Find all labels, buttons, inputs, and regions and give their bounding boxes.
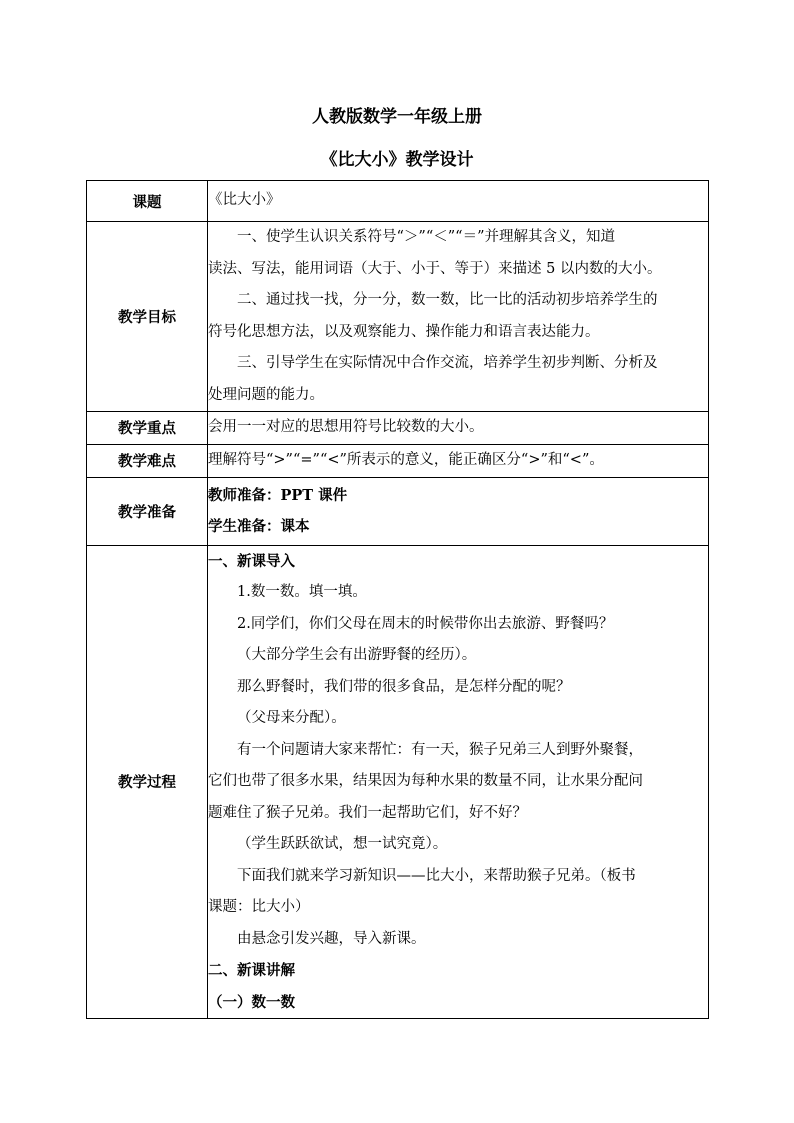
- objectives-line: 二、通过找一找，分一分，数一数，比一比的活动初步培养学生的: [237, 292, 658, 308]
- preparation-label: 教学准备: [87, 477, 208, 545]
- lesson-plan-table: [86, 180, 709, 1019]
- process-line: 课题：比大小）: [208, 899, 310, 915]
- student-preparation: 学生准备：课本: [208, 518, 310, 535]
- row-process: [87, 545, 709, 1019]
- objectives-line: 处理问题的能力。: [208, 386, 324, 403]
- topic-label: 课题: [87, 181, 208, 222]
- row-topic: [87, 181, 709, 222]
- process-line: （学生跃跃欲试，想一试究竟）。: [237, 836, 448, 852]
- objectives-line: 一、使学生认识关系符号“＞”“＜”“＝”并理解其含义，知道: [237, 229, 615, 245]
- difficulty-value: 理解符号“>”“=”“<”所表示的意义，能正确区分“>”和“<”。: [208, 444, 709, 477]
- process-line: 1.数一数。填一填。: [237, 584, 367, 600]
- process-line: 下面我们就来学习新知识——比大小，来帮助猴子兄弟。（板书: [237, 867, 636, 884]
- process-line: 有一个问题请大家来帮忙：有一天，猴子兄弟三人到野外聚餐，: [237, 741, 643, 758]
- process-line: 2.同学们，你们父母在周末的时候带你出去旅游、野餐吗？: [237, 615, 614, 632]
- process-subheading: （一）数一数: [208, 993, 295, 1011]
- process-line: 由悬念引发兴趣，导入新课。: [237, 930, 426, 947]
- preparation-content: [208, 477, 709, 545]
- objectives-line: 三、引导学生在实际情况中合作交流，培养学生初步判断、分析及: [237, 355, 658, 371]
- objectives-content: [208, 222, 709, 412]
- objectives-label: 教学目标: [87, 222, 208, 412]
- document-subtitle: 《比大小》教学设计: [320, 150, 474, 170]
- document-title: 人教版数学一年级上册: [312, 107, 482, 127]
- process-line: 那么野餐时，我们带的很多食品，是怎样分配的呢？: [237, 678, 571, 695]
- topic-value: 《比大小》: [208, 181, 709, 222]
- key-point-value: 会用一一对应的思想用符号比较数的大小。: [208, 412, 709, 445]
- objectives-line: 符号化思想方法，以及观察能力、操作能力和语言表达能力。: [208, 323, 600, 340]
- process-heading: 一、新课导入: [208, 552, 295, 570]
- process-line: 它们也带了很多水果，结果因为每种水果的数量不同，让水果分配问: [208, 773, 643, 789]
- process-line: 题难住了猴子兄弟。我们一起帮助它们，好不好？: [208, 804, 527, 821]
- difficulty-label: 教学难点: [87, 444, 208, 477]
- teacher-preparation: 教师准备：PPT 课件: [208, 486, 348, 504]
- process-label: 教学过程: [87, 545, 208, 1019]
- row-preparation: [87, 477, 709, 545]
- objectives-line: 读法、写法，能用词语（大于、小于、等于）来描述 5 以内数的大小。: [208, 260, 662, 277]
- key-point-label: 教学重点: [87, 412, 208, 445]
- process-line: （父母来分配）。: [237, 710, 346, 726]
- row-objectives: [87, 222, 709, 412]
- process-content: [208, 545, 709, 1019]
- row-key-point: [87, 412, 709, 445]
- process-heading: 二、新课讲解: [208, 962, 295, 979]
- row-difficulty: [87, 444, 709, 477]
- process-line: （大部分学生会有出游野餐的经历）。: [237, 647, 477, 663]
